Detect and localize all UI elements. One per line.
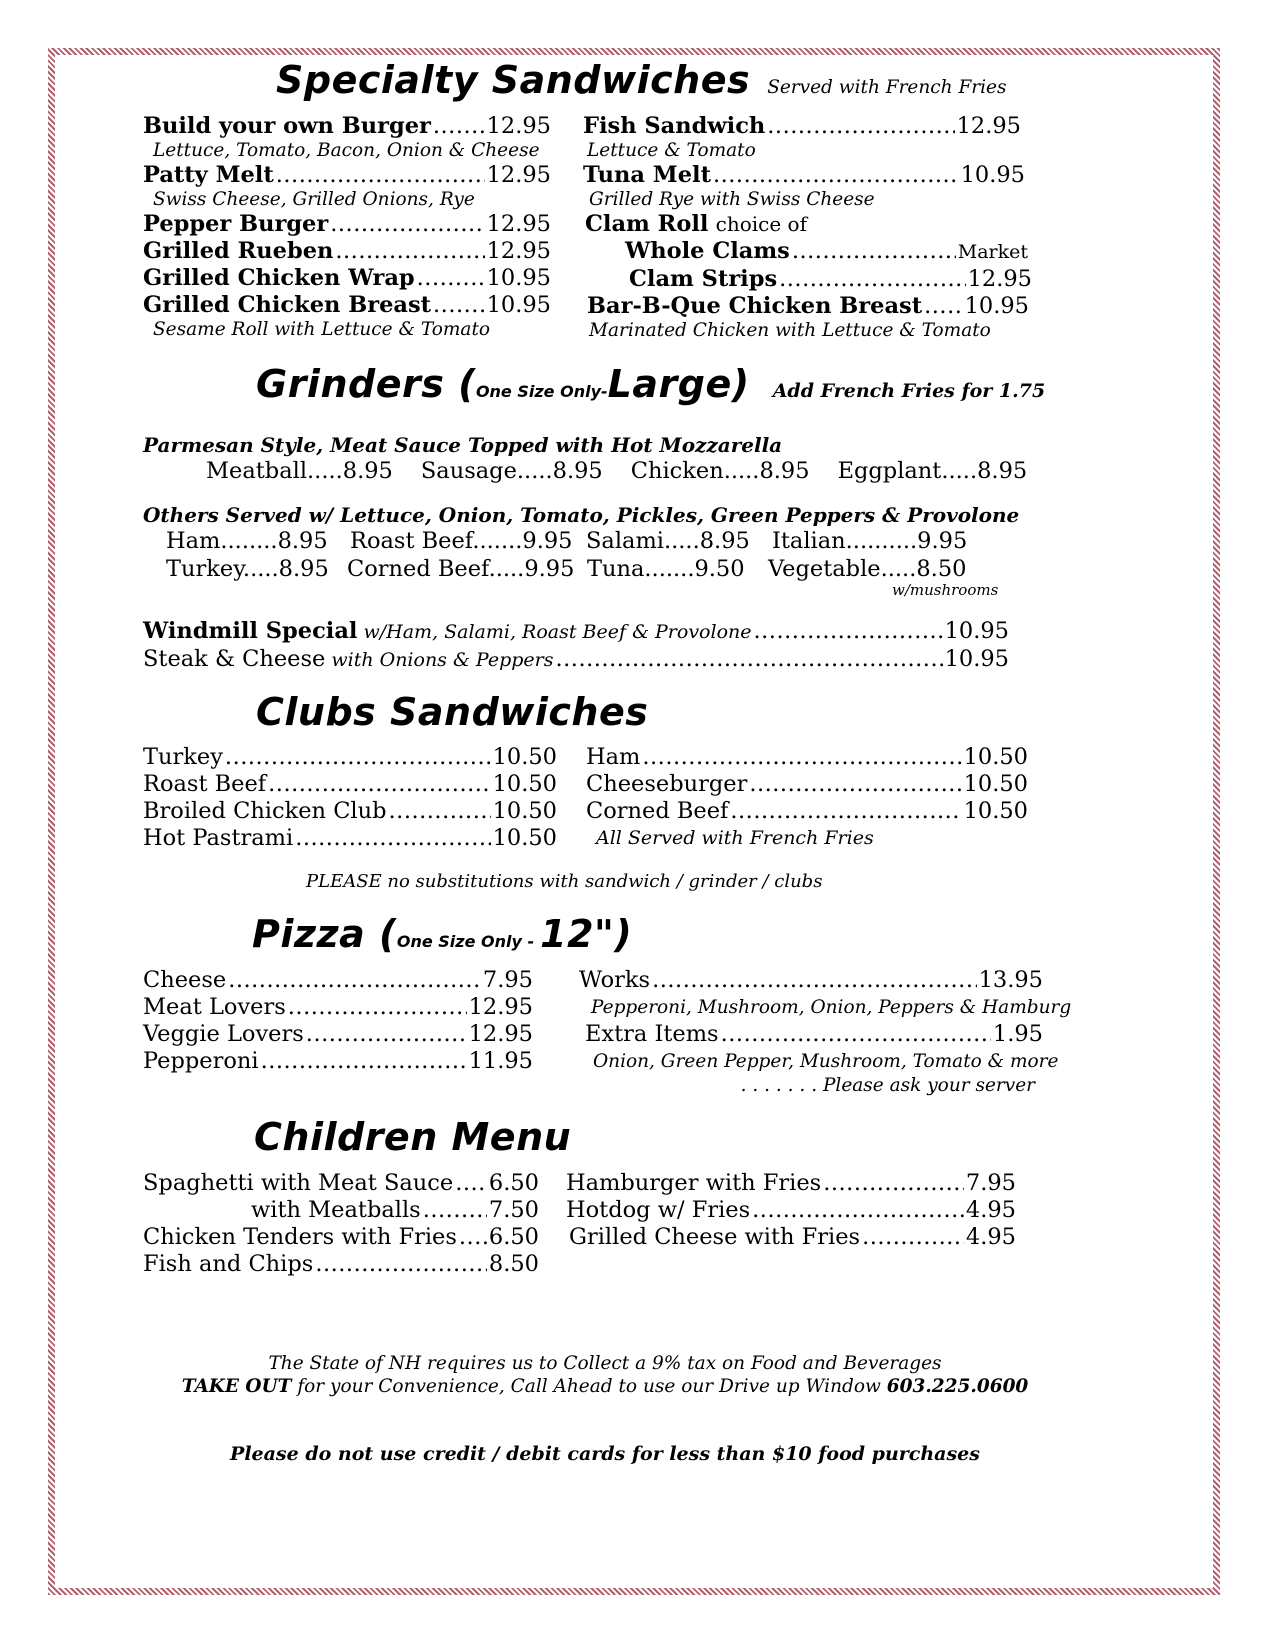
menu-item: Broiled Chicken Club ..... 10.50 bbox=[143, 798, 557, 825]
specialty-right-column bbox=[583, 113, 1031, 342]
takeout-notice: TAKE OUT for your Convenience, Call Ahead to use our Drive up Window 603.225.0600 bbox=[181, 1376, 1029, 1397]
section-title-grinders: Grinders ( bbox=[256, 362, 476, 406]
specialty-header bbox=[276, 58, 1007, 102]
menu-item: Hotdog w/ Fries ..... 4.95 bbox=[566, 1197, 1016, 1224]
specialty-left-column bbox=[143, 113, 551, 341]
children-right-column bbox=[566, 1170, 1016, 1251]
grinder-item: Meatball.....8.95 bbox=[206, 458, 393, 484]
item-description: Marinated Chicken with Lettuce & Tomato bbox=[589, 320, 991, 341]
grinders-note: Add French Fries for 1.75 bbox=[772, 380, 1046, 402]
clubs-left-column bbox=[143, 744, 557, 852]
item-description: Onion, Green Pepper, Mushroom, Tomato & more bbox=[593, 1051, 1059, 1072]
menu-item: Build your own Burger ..... 12.95 bbox=[143, 113, 551, 140]
menu-item: Whole Clams ..... Market bbox=[583, 238, 1028, 266]
menu-item: Meat Lovers ..... 12.95 bbox=[143, 994, 533, 1021]
grinder-item: Salami.....8.95 bbox=[586, 528, 750, 554]
menu-item: Patty Melt ..... 12.95 bbox=[143, 162, 551, 189]
grinders-header: Grinders (One Size Only-Large) Add French Fries for 1.75 bbox=[256, 362, 1046, 406]
item-description: Pepperoni, Mushroom, Onion, Peppers & Hamburg bbox=[591, 997, 1072, 1018]
item-description: Lettuce & Tomato bbox=[587, 140, 756, 161]
menu-item: Bar-B-Que Chicken Breast ..... 10.95 bbox=[583, 293, 1029, 320]
clubs-note: All Served with French Fries bbox=[596, 827, 874, 849]
menu-item: Windmill Special w/Ham, Salami, Roast Beef & Provolone ..... 10.95 bbox=[143, 618, 1009, 646]
vegetable-note: w/mushrooms bbox=[892, 581, 999, 599]
item-description: Lettuce, Tomato, Bacon, Onion & Cheese bbox=[153, 140, 540, 161]
menu-item: Steak & Cheese with Onions & Peppers ..... 10.95 bbox=[143, 646, 1009, 674]
parmesan-heading: Parmesan Style, Meat Sauce Topped with Hot Mozzarella bbox=[143, 433, 783, 457]
grinder-item: Italian..........9.95 bbox=[772, 528, 968, 554]
item-description: Sesame Roll with Lettuce & Tomato bbox=[153, 319, 491, 340]
menu-item: Clam Strips ..... 12.95 bbox=[583, 266, 1032, 293]
menu-item: Pepperoni ..... 11.95 bbox=[143, 1048, 533, 1075]
grinder-item: Tuna.......9.50 bbox=[587, 556, 745, 582]
menu-item: Clam Roll choice of bbox=[585, 211, 807, 237]
phone-number: 603.225.0600 bbox=[886, 1376, 1029, 1397]
section-title-clubs: Clubs Sandwiches bbox=[256, 690, 649, 734]
grinder-item: Corned Beef.....9.95 bbox=[347, 556, 575, 582]
menu-item: Hot Pastrami ..... 10.50 bbox=[143, 825, 557, 852]
no-substitutions-note: PLEASE no substitutions with sandwich / grinder / clubs bbox=[306, 871, 823, 892]
menu-item: Extra Items ..... 1.95 bbox=[579, 1021, 1043, 1048]
grinder-item: Eggplant.....8.95 bbox=[837, 458, 1028, 484]
menu-item: Grilled Cheese with Fries ..... 4.95 bbox=[566, 1224, 1016, 1251]
menu-item: Grilled Chicken Breast ..... 10.95 bbox=[143, 292, 551, 319]
menu-item: Chicken Tenders with Fries ..... 6.50 bbox=[143, 1224, 539, 1251]
menu-item: Tuna Melt ..... 10.95 bbox=[583, 162, 1025, 189]
section-title-pizza: Pizza ( bbox=[252, 912, 397, 956]
section-title-specialty: Specialty Sandwiches bbox=[276, 58, 751, 102]
grinder-item: Ham........8.95 bbox=[166, 528, 328, 554]
children-left-column bbox=[143, 1170, 539, 1278]
menu-item: Hamburger with Fries ..... 7.95 bbox=[566, 1170, 1016, 1197]
menu-item: Cheese ..... 7.95 bbox=[143, 967, 533, 994]
item-description: . . . . . . . Please ask your server bbox=[740, 1075, 1035, 1096]
children-header bbox=[254, 1115, 571, 1159]
menu-item: Fish Sandwich ..... 12.95 bbox=[583, 113, 1021, 140]
menu-item: Corned Beef ..... 10.50 bbox=[586, 798, 1028, 825]
pizza-size-note: One Size Only - bbox=[396, 932, 535, 951]
pizza-right-column bbox=[579, 967, 1072, 1097]
card-notice: Please do not use credit / debit cards for less than $10 food purchases bbox=[230, 1443, 980, 1465]
menu-item: Cheeseburger ..... 10.50 bbox=[586, 771, 1028, 798]
menu-item: with Meatballs ..... 7.50 bbox=[143, 1197, 539, 1224]
menu-item: Veggie Lovers ..... 12.95 bbox=[143, 1021, 533, 1048]
pizza-left-column bbox=[143, 967, 533, 1075]
menu-item: Works ..... 13.95 bbox=[579, 967, 1043, 994]
clubs-header bbox=[256, 690, 648, 734]
grinder-item: Vegetable.....8.50 bbox=[768, 556, 967, 582]
grinder-item: Roast Beef.......9.95 bbox=[350, 528, 573, 554]
menu-item: Spaghetti with Meat Sauce ..... 6.50 bbox=[143, 1170, 539, 1197]
menu-item: Fish and Chips ..... 8.50 bbox=[143, 1251, 539, 1278]
parmesan-items bbox=[206, 458, 1028, 485]
windmill-special bbox=[143, 618, 1009, 674]
menu-item: Grilled Chicken Wrap ..... 10.95 bbox=[143, 265, 551, 292]
menu-item: Roast Beef ..... 10.50 bbox=[143, 771, 557, 798]
item-description: Swiss Cheese, Grilled Onions, Rye bbox=[153, 189, 475, 210]
menu-item: Ham ..... 10.50 bbox=[586, 744, 1028, 771]
grinder-item: Sausage.....8.95 bbox=[420, 458, 603, 484]
section-title-children: Children Menu bbox=[254, 1115, 572, 1159]
grinder-item: Turkey.....8.95 bbox=[166, 556, 329, 582]
pizza-header: Pizza (One Size Only - 12") bbox=[252, 912, 633, 956]
tax-notice: The State of NH requires us to Collect a 9% tax on Food and Beverages bbox=[268, 1353, 942, 1374]
clubs-right-column bbox=[586, 744, 1028, 852]
grinders-size-note: One Size Only- bbox=[475, 382, 608, 401]
specialty-note: Served with French Fries bbox=[767, 77, 1007, 98]
others-heading: Others Served w/ Lettuce, Onion, Tomato, Pickles, Green Peppers & Provolone bbox=[143, 503, 1020, 527]
item-description: Grilled Rye with Swiss Cheese bbox=[589, 189, 875, 210]
menu-item: Pepper Burger ..... 12.95 bbox=[143, 211, 551, 238]
menu-item: Grilled Rueben ..... 12.95 bbox=[143, 238, 551, 265]
menu-item: Turkey ..... 10.50 bbox=[143, 744, 557, 771]
grinder-item: Chicken.....8.95 bbox=[630, 458, 810, 484]
